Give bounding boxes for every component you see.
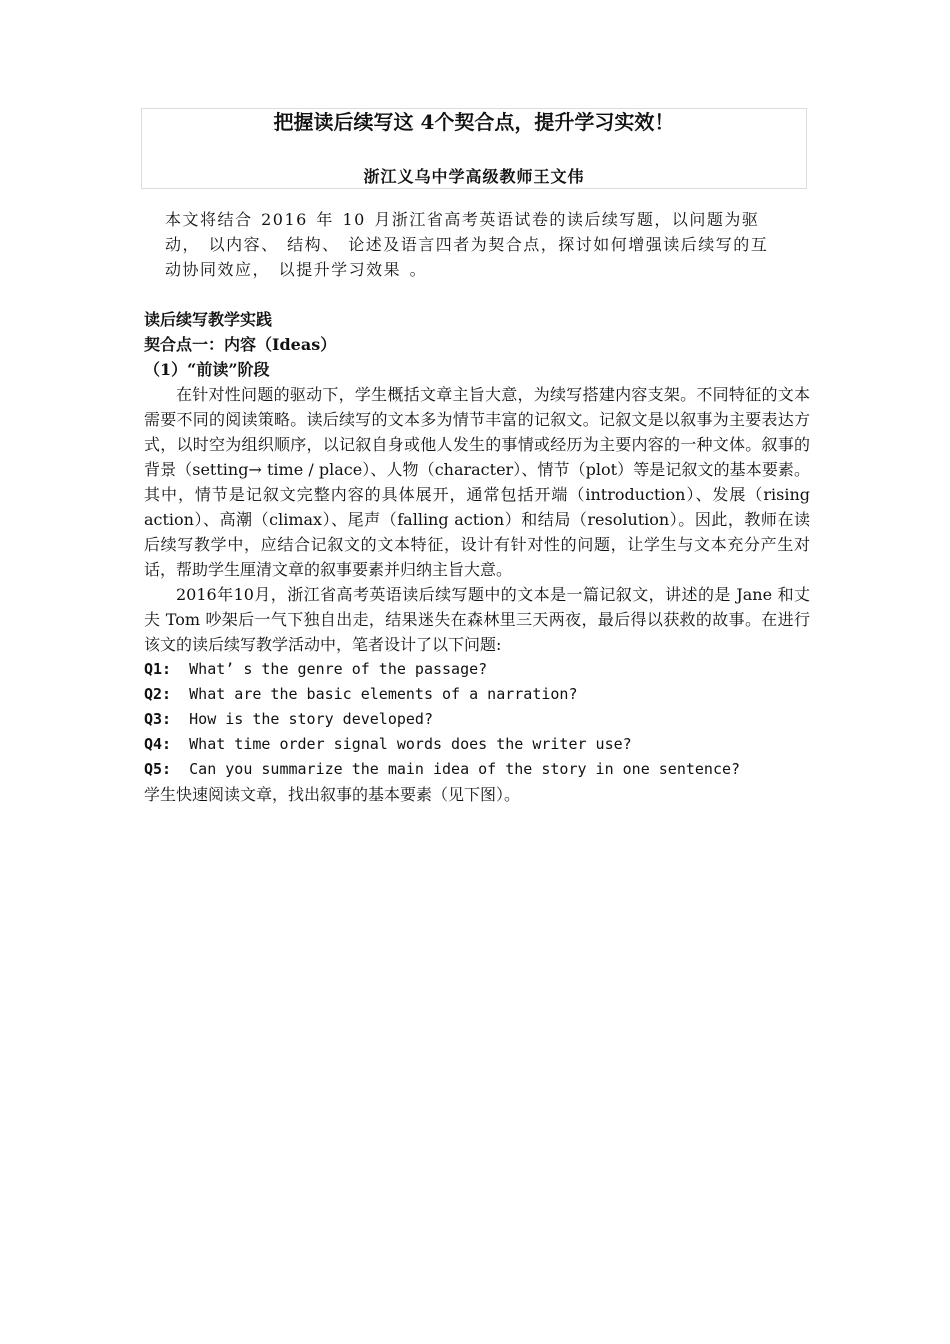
stage-heading: （1）“前读”阶段 bbox=[144, 360, 270, 379]
question-text: What are the basic elements of a narration? bbox=[189, 685, 578, 703]
paragraph: 在针对性问题的驱动下，学生概括文章主旨大意，为续写搭建内容支架。不同特征的文本需要不同的阅读策略。读后续写的文本多为情节丰富的记叙文。记叙文是以叙事为主要表达方式，以时空为组织顺序，以记叙自身或他人发生的事情或经历为主要内容的一种文体。叙事的背景（setting→ time / place）、人物（character）、情节（plot）等是记叙文的基本要素。其中，情节是记叙文完整内容的具体展开，通常包括开端（introduction）、发展（rising action）、高潮（climax）、尾声（falling action）和结局（resolution）。因此，教师在读后续写教学中，应结合记叙文的文本特征，设计有针对性的问题，让学生与文本充分产生对话，帮助学生厘清文章的叙事要素并归纳主旨大意。 bbox=[144, 385, 810, 579]
main-content bbox=[144, 307, 810, 807]
section-heading: 读后续写教学实践 bbox=[144, 310, 273, 329]
question-text: How is the story developed? bbox=[189, 710, 433, 728]
question-label: Q5: bbox=[144, 760, 172, 778]
title-box bbox=[141, 108, 807, 189]
closing-sentence: 学生快速阅读文章，找出叙事的基本要素（见下图）。 bbox=[144, 785, 521, 804]
question-item bbox=[144, 757, 810, 782]
abstract bbox=[165, 207, 785, 282]
abstract-text: 本文将结合 2016 年 10 月浙江省高考英语试卷的读后续写题，以问题为驱动， 以内容、 结构、 论述及语言四者为契合点，探讨如何增强读后续写的互动协同效应， 以提升学习效果 。 bbox=[165, 210, 769, 279]
question-label: Q4: bbox=[144, 735, 172, 753]
question-item bbox=[144, 732, 810, 757]
question-label: Q3: bbox=[144, 710, 172, 728]
section-subheading: 契合点一：内容（Ideas） bbox=[144, 335, 337, 354]
question-item bbox=[144, 682, 810, 707]
question-text: What time order signal words does the writer use? bbox=[189, 735, 632, 753]
question-text: Can you summarize the main idea of the story in one sentence? bbox=[189, 760, 741, 778]
question-label: Q1: bbox=[144, 660, 172, 678]
paragraph: 2016年10月，浙江省高考英语读后续写题中的文本是一篇记叙文，讲述的是 Jane 和丈夫 Tom 吵架后一气下独自出走，结果迷失在森林里三天两夜，最后得以获救的故事。在进行该文的读后续写教学活动中，笔者设计了以下问题: bbox=[144, 585, 810, 654]
document-author: 浙江义乌中学高级教师王文伟 bbox=[363, 167, 585, 186]
question-item bbox=[144, 707, 810, 732]
question-item bbox=[144, 657, 810, 682]
question-label: Q2: bbox=[144, 685, 172, 703]
question-text: What’ s the genre of the passage? bbox=[189, 660, 488, 678]
document-title: 把握读后续写这 4个契合点，提升学习实效！ bbox=[273, 110, 675, 134]
